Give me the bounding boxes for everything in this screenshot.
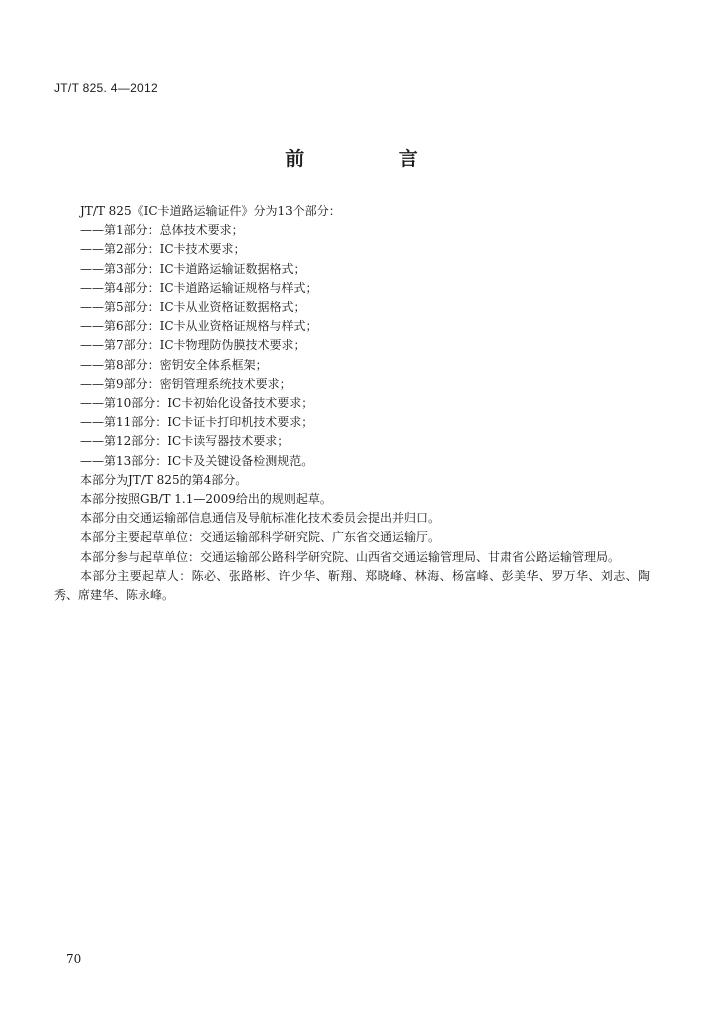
- part-item: ——第5部分：IC卡从业资格证数据格式；: [80, 300, 306, 315]
- part-item: ——第9部分：密钥管理系统技术要求；: [80, 376, 292, 391]
- standard-code-header: JT/T 825. 4—2012: [54, 81, 158, 95]
- intro-line: JT/T 825《IC卡道路运输证件》分为13个部分：: [80, 204, 341, 218]
- part-item: ——第12部分：IC卡读写器技术要求；: [80, 434, 290, 449]
- part-item: ——第7部分：IC卡物理防伪膜技术要求；: [80, 338, 306, 353]
- part-item: ——第13部分：IC卡及关键设备检测规范。: [80, 453, 314, 468]
- page-title: 前 言: [285, 148, 462, 170]
- foreword-body: [54, 202, 650, 605]
- page-number: 70: [66, 952, 82, 966]
- part-item: ——第2部分：IC卡技术要求；: [80, 242, 246, 257]
- part-item: ——第6部分：IC卡从业资格证规格与样式；: [80, 319, 318, 334]
- part-item: ——第10部分：IC卡初始化设备技术要求；: [80, 396, 314, 411]
- statement-paragraph: 本部分按照GB/T 1.1—2009给出的规则起草。: [80, 492, 332, 507]
- part-item: ——第11部分：IC卡证卡打印机技术要求；: [80, 415, 314, 430]
- statement-paragraph: 本部分为JT/T 825的第4部分。: [80, 472, 248, 487]
- statement-paragraph: 本部分由交通运输部信息通信及导航标准化技术委员会提出并归口。: [80, 511, 441, 526]
- statement-paragraph: 本部分主要起草单位：交通运输部科学研究院、广东省交通运输厅。: [80, 530, 441, 545]
- part-item: ——第8部分：密钥安全体系框架；: [80, 357, 268, 372]
- statement-paragraph: 本部分参与起草单位：交通运输部公路科学研究院、山西省交通运输管理局、甘肃省公路运输管理局。: [80, 549, 621, 564]
- part-item: ——第3部分：IC卡道路运输证数据格式；: [80, 261, 306, 276]
- statement-paragraph: 本部分主要起草人：陈必、张路彬、许少华、靳翔、郑晓峰、林海、杨富峰、彭美华、罗万华、刘志、陶秀、席建华、陈永峰。: [54, 568, 650, 603]
- part-item: ——第1部分：总体技术要求；: [80, 223, 244, 238]
- part-item: ——第4部分：IC卡道路运输证规格与样式；: [80, 280, 318, 295]
